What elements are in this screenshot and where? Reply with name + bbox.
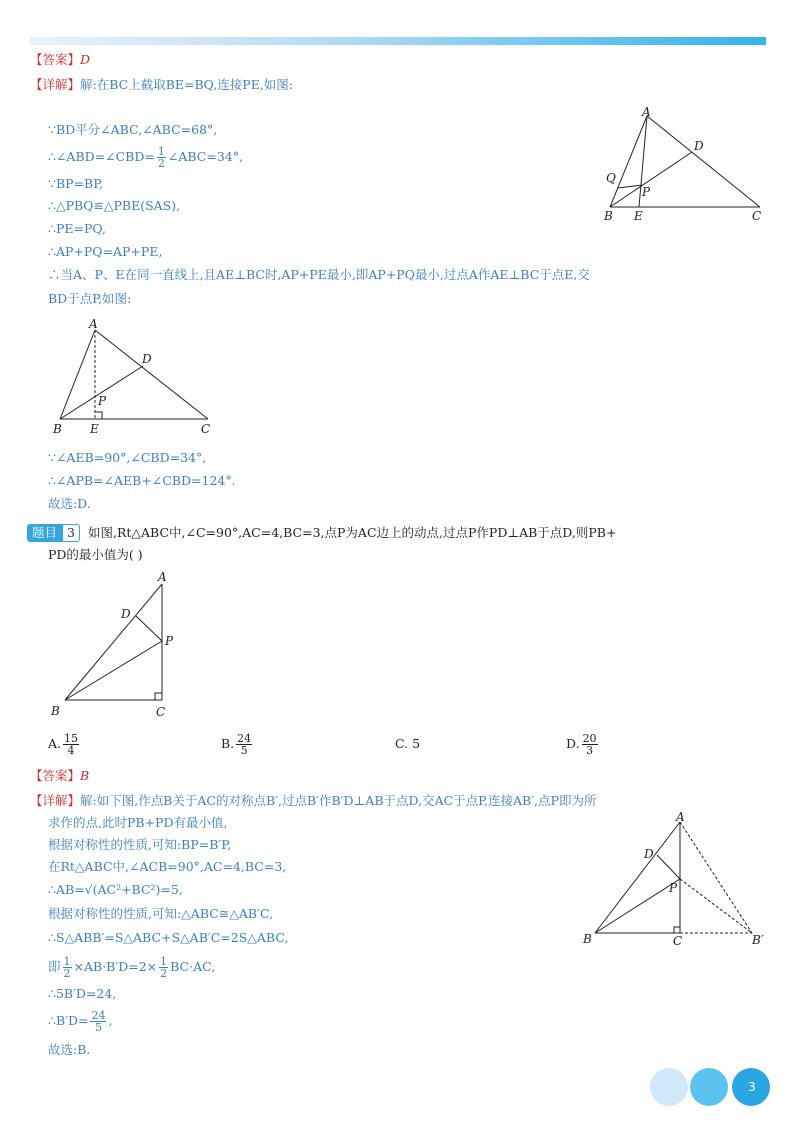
label-b: B <box>583 932 592 946</box>
option-d-letter: D. <box>566 736 580 751</box>
label-b: B <box>604 209 613 223</box>
q2-step-11: 故选:D. <box>48 496 91 511</box>
q3-detail-line-8 <box>48 955 215 979</box>
q3-figure <box>48 568 188 720</box>
fraction-num: 1 <box>63 955 71 968</box>
q3-detail-line-7: ∴S△ABB′=S△ABC+S△AB′C=2S△ABC, <box>48 930 289 945</box>
q3-question-line-2: PD的最小值为( ) <box>48 547 143 562</box>
deco-circle-2 <box>690 1068 728 1106</box>
q3-detail-line-8-c: BC·AC, <box>170 959 216 974</box>
segment-bp <box>595 879 680 933</box>
q3-detail-line-4: 在Rt△ABC中,∠ACB=90°,AC=4,BC=3, <box>48 859 287 874</box>
fraction-den: 2 <box>63 967 71 980</box>
header-gradient-bar <box>30 37 766 45</box>
fraction-half-a <box>63 956 72 979</box>
fraction-den: 2 <box>160 967 168 980</box>
option-d[interactable] <box>566 733 600 756</box>
label-d: D <box>694 139 704 153</box>
segment-dp <box>657 855 680 879</box>
fraction-num: 24 <box>237 732 252 745</box>
q2-step-5: ∴PE=PQ, <box>48 221 106 236</box>
label-e: E <box>90 422 99 436</box>
segment-ab <box>65 584 162 700</box>
label-c: C <box>673 934 683 948</box>
label-p: P <box>165 634 174 648</box>
q2-step-1: ∵BD平分∠ABC,∠ABC=68°, <box>48 122 218 137</box>
fraction-half <box>157 146 166 169</box>
deco-circle-1 <box>650 1068 688 1106</box>
label-d: D <box>142 352 152 366</box>
q3-question-line-1: 如图,Rt△ABC中,∠C=90°,AC=4,BC=3,点P为AC边上的动点,过点P作PD⊥AB于点D,则PB+ <box>88 525 617 540</box>
q3-detail-line-10-a: ∴B′D= <box>48 1013 89 1028</box>
fraction-half-b <box>159 956 168 979</box>
option-a-letter: A. <box>48 736 62 751</box>
label-a: A <box>642 105 651 119</box>
fraction-num: 1 <box>157 145 165 158</box>
segment-bp <box>65 641 162 700</box>
label-a: A <box>89 317 98 331</box>
label-d: D <box>644 847 654 861</box>
page-indicator <box>650 1068 770 1108</box>
label-c: C <box>156 705 166 719</box>
question-badge <box>27 524 80 542</box>
fraction-den: 5 <box>240 744 248 757</box>
q2-step-7: ∴当A、P、E在同一直线上,且AE⊥BC时,AP+PE最小,即AP+PQ最小,过点A作AE⊥BC于点E,交 <box>48 267 590 282</box>
option-a[interactable] <box>48 733 81 756</box>
fraction-num: 15 <box>64 732 79 745</box>
label-p: P <box>98 394 107 408</box>
right-angle-mark <box>95 412 102 419</box>
detail-tag: 【详解】 <box>30 77 81 92</box>
option-c-value: 5 <box>412 736 421 751</box>
q3-detail-line-9: ∴5B′D=24, <box>48 986 117 1001</box>
q2-figure-1 <box>600 104 770 226</box>
q2-step-2-b: ∠ABC=34°, <box>167 149 243 164</box>
page-number: 3 <box>748 1080 756 1094</box>
q2-step-2 <box>48 146 243 169</box>
fraction-num: 24 <box>91 1009 106 1022</box>
segment-ac <box>647 116 760 207</box>
detail-tag: 【详解】 <box>30 793 81 808</box>
q2-step-9: ∵∠AEB=90°,∠CBD=34°, <box>48 450 207 465</box>
q3-detail-line-1 <box>30 793 596 809</box>
segment-bd <box>60 366 143 419</box>
badge-number: 3 <box>62 524 80 542</box>
option-c[interactable] <box>395 736 420 752</box>
option-b-fraction <box>236 733 252 756</box>
q2-step-2-a: ∴∠ABD=∠CBD= <box>48 149 155 164</box>
q3-detail-figure <box>580 812 770 952</box>
q2-step-6: ∴AP+PQ=AP+PE, <box>48 244 163 259</box>
fraction-den: 4 <box>67 744 75 757</box>
fraction-result <box>90 1010 106 1033</box>
label-a: A <box>158 570 167 584</box>
answer-line-q2 <box>30 52 90 68</box>
answer-line-q3 <box>30 768 89 784</box>
fraction-den: 2 <box>157 157 165 170</box>
q3-detail-line-1-text: 解:如下图,作点B关于AC的对称点B′,过点B′作B′D⊥AB于点D,交AC于点P,连接AB′,点P即为所 <box>80 793 597 808</box>
segment-ab-prime-dashed <box>680 822 752 933</box>
segment-pd <box>136 616 162 641</box>
label-p: P <box>642 185 651 199</box>
q3-detail-line-3: 根据对称性的性质,可知:BP=B′P, <box>48 837 232 852</box>
fraction-den: 3 <box>586 744 594 757</box>
q3-detail-line-5: ∴AB=√(AC²+BC²)=5, <box>48 882 183 897</box>
answer-tag: 【答案】 <box>30 768 81 783</box>
segment-ab <box>60 330 95 419</box>
option-b[interactable] <box>221 733 254 756</box>
label-a: A <box>676 812 685 824</box>
right-angle-mark <box>674 927 680 933</box>
q2-step-10: ∴∠APB=∠AEB+∠CBD=124°. <box>48 473 236 488</box>
q3-detail-line-8-b: ×AB·B′D=2× <box>73 959 158 974</box>
label-d: D <box>121 607 131 621</box>
label-b: B <box>53 422 62 436</box>
label-p: P <box>669 881 678 895</box>
option-b-letter: B. <box>221 736 235 751</box>
q2-figure-2 <box>48 316 218 440</box>
option-c-letter: C. <box>395 736 409 751</box>
answer-tag: 【答案】 <box>30 52 81 67</box>
q3-detail-line-2: 求作的点,此时PB+PD有最小值, <box>48 815 228 830</box>
label-b: B <box>51 704 60 718</box>
q3-detail-line-11: 故选:B. <box>48 1042 91 1057</box>
answer-value: B <box>80 768 90 783</box>
q3-detail-line-10: ∴B′D= $\frac{24}{5}$ , <box>48 1009 113 1034</box>
segment-bd <box>610 152 692 207</box>
fraction-num: 1 <box>160 955 168 968</box>
label-e: E <box>634 209 643 223</box>
badge-label: 题目 <box>27 524 62 542</box>
answer-value: D <box>80 52 91 67</box>
label-q: Q <box>606 171 616 185</box>
segment-pb-prime-dashed <box>680 879 752 933</box>
segment-ab <box>595 822 680 933</box>
q2-step-8: BD于点P,如图: <box>48 291 132 306</box>
fraction-den: 5 <box>94 1021 102 1034</box>
option-d-fraction <box>582 733 598 756</box>
detail-intro-q2 <box>30 77 293 93</box>
label-c: C <box>201 422 211 436</box>
label-b-prime: B′ <box>752 933 764 947</box>
q2-step-3: ∵BP=BP, <box>48 176 104 191</box>
q3-detail-line-8-a: 即 <box>48 959 61 974</box>
option-a-fraction <box>63 733 79 756</box>
label-c: C <box>752 209 762 223</box>
segment-ac <box>95 330 208 419</box>
q2-step-4: ∴△PBQ≌△PBE(SAS), <box>48 198 181 213</box>
q3-detail-line-6: 根据对称性的性质,可知:△ABC≅△AB′C, <box>48 906 274 921</box>
right-angle-mark <box>155 693 162 700</box>
detail-intro-text: 解:在BC上截取BE=BQ,连接PE,如图: <box>80 77 293 92</box>
fraction-num: 20 <box>582 732 597 745</box>
